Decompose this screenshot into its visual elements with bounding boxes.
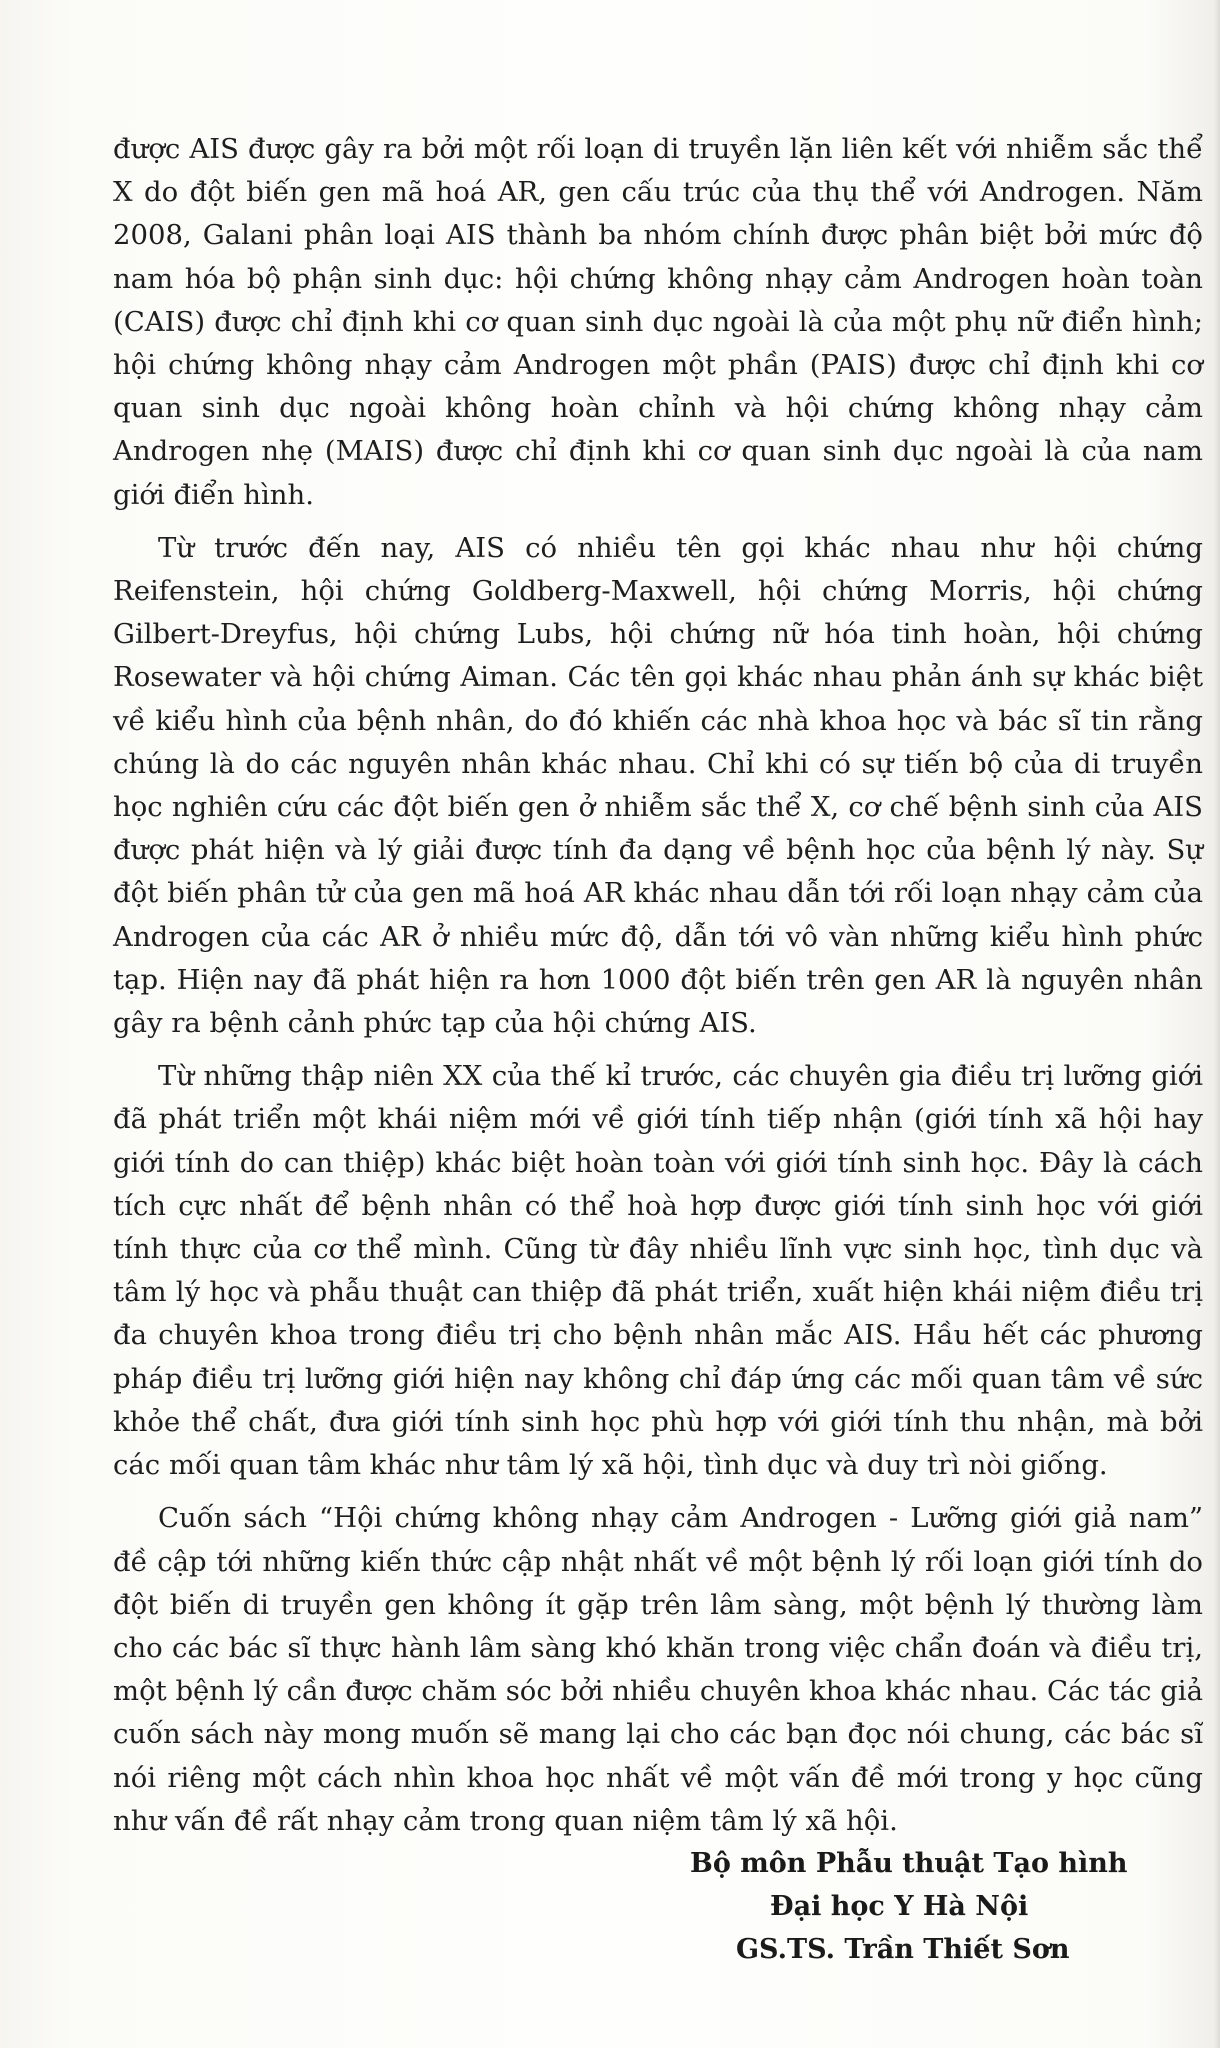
- signature-department: Bộ môn Phẫu thuật Tạo hình: [690, 1848, 1128, 1879]
- paragraph-ais-classification: được AIS được gây ra bởi một rối loạn di truyền lặn liên kết với nhiễm sắc thể X do đột biến gen mã hoá AR, gen cấu trúc của thụ thể với Androgen. Năm 2008, Galani phân loại AIS thành ba nhóm chính được phân biệt bởi mức độ nam hóa bộ phận sinh dục: hội chứng không nhạy cảm Androgen hoàn toàn (CAIS) được chỉ định khi cơ quan sinh dục ngoài là của một phụ nữ điển hình; hội chứng không nhạy cảm Androgen một phần (PAIS) được chỉ định khi cơ quan sinh dục ngoài không hoàn chỉnh và hội chứng không nhạy cảm Androgen nhẹ (MAIS) được chỉ định khi cơ quan sinh dục ngoài là của nam giới điển hình.: [113, 133, 1203, 511]
- paragraph-ais-names: Từ trước đến nay, AIS có nhiều tên gọi khác nhau như hội chứng Reifenstein, hội chứng Goldberg-Maxwell, hội chứng Morris, hội chứng Gilbert-Dreyfus, hội chứng Lubs, hội chứng nữ hóa tinh hoàn, hội chứng Rosewater và hội chứng Aiman. Các tên gọi khác nhau phản ánh sự khác biệt về kiểu hình của bệnh nhân, do đó khiến các nhà khoa học và bác sĩ tin rằng chúng là do các nguyên nhân khác nhau. Chỉ khi có sự tiến bộ của di truyền học nghiên cứu các đột biến gen ở nhiễm sắc thể X, cơ chế bệnh sinh của AIS được phát hiện và lý giải được tính đa dạng về bệnh học của bệnh lý này. Sự đột biến phân tử của gen mã hoá AR khác nhau dẫn tới rối loạn nhạy cảm của Androgen của các AR ở nhiều mức độ, dẫn tới vô vàn những kiểu hình phức tạp. Hiện nay đã phát hiện ra hơn 1000 đột biến trên gen AR là nguyên nhân gây ra bệnh cảnh phức tạp của hội chứng AIS.: [113, 531, 1203, 1040]
- paragraph-book-intro: Cuốn sách “Hội chứng không nhạy cảm Androgen - Lưỡng giới giả nam” đề cập tới những kiến thức cập nhật nhất về một bệnh lý rối loạn giới tính do đột biến di truyền gen không ít gặp trên lâm sàng, một bệnh lý thường làm cho các bác sĩ thực hành lâm sàng khó khăn trong việc chẩn đoán và điều trị, một bệnh lý cần được chăm sóc bởi nhiều chuyên khoa khác nhau. Các tác giả cuốn sách này mong muốn sẽ mang lại cho các bạn đọc nói chung, các bác sĩ nói riêng một cách nhìn khoa học nhất về một vấn đề mới trong y học cũng như vấn đề rất nhạy cảm trong quan niệm tâm lý xã hội.: [113, 1502, 1203, 1837]
- signature-block: [690, 1842, 1128, 1971]
- signature-university: Đại học Y Hà Nội: [770, 1891, 1029, 1922]
- page-edge-shadow: [1214, 0, 1220, 2048]
- signature-author: GS.TS. Trần Thiết Sơn: [736, 1934, 1070, 1965]
- body-text: [113, 128, 1203, 1843]
- paragraph-treatment: Từ những thập niên XX của thế kỉ trước, các chuyên gia điều trị lưỡng giới đã phát triển một khái niệm mới về giới tính tiếp nhận (giới tính xã hội hay giới tính do can thiệp) khác biệt hoàn toàn với giới tính sinh học. Đây là cách tích cực nhất để bệnh nhân có thể hoà hợp được giới tính sinh học với giới tính thực của cơ thể mình. Cũng từ đây nhiều lĩnh vực sinh học, tình dục và tâm lý học và phẫu thuật can thiệp đã phát triển, xuất hiện khái niệm điều trị đa chuyên khoa trong điều trị cho bệnh nhân mắc AIS. Hầu hết các phương pháp điều trị lưỡng giới hiện nay không chỉ đáp ứng các mối quan tâm về sức khỏe thể chất, đưa giới tính sinh học phù hợp với giới tính thu nhận, mà bởi các mối quan tâm khác như tâm lý xã hội, tình dục và duy trì nòi giống.: [113, 1060, 1203, 1482]
